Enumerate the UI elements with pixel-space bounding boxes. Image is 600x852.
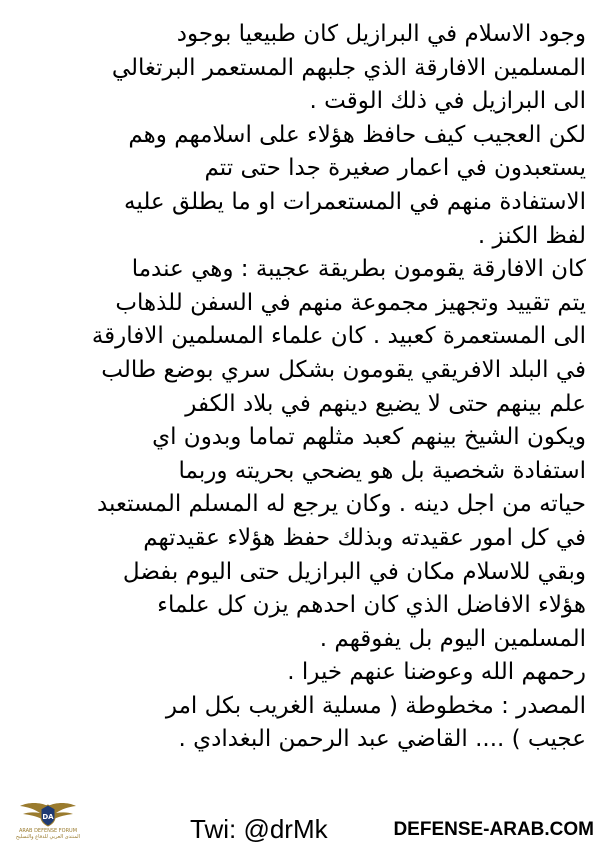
- article-line-2: المسلمين الافارقة الذي جلبهم المستعمر البرتغالي: [111, 54, 586, 81]
- winged-emblem-icon: [18, 800, 78, 828]
- article-text: [14, 18, 586, 757]
- footer: [0, 804, 600, 852]
- article-line-16: في كل امور عقيدته وبذلك حفظ هؤلاء عقيدتهم: [143, 524, 586, 551]
- article-line-20: رحمهم الله وعوضنا عنهم خيرا .: [287, 659, 586, 686]
- article-line-1: وجود الاسلام في البرازيل كان طبيعيا بوجود: [176, 21, 586, 47]
- article-line-4: لكن العجيب كيف حافظ هؤلاء على اسلامهم وهم: [128, 121, 586, 148]
- article-line-9: يتم تقييد وتجهيز مجموعة منهم في السفن للذهاب: [115, 289, 586, 316]
- twitter-handle: Twi: @drMk: [190, 814, 328, 844]
- article-line-18: هؤلاء الافاضل الذي كان احدهم يزن كل علماء: [157, 592, 586, 619]
- article-line-14: استفادة شخصية بل هو يضحي بحريته وربما: [178, 457, 586, 484]
- logo-initials: DA: [42, 813, 54, 821]
- article-line-11: في البلد الافريقي يقومون بشكل سري بوضع طالب: [101, 356, 586, 383]
- article-line-6: الاستفادة منهم في المستعمرات او ما يطلق عليه: [124, 188, 586, 215]
- forum-logo: [4, 800, 92, 848]
- site-watermark: DEFENSE-ARAB.COM: [393, 819, 594, 840]
- article-line-10: الى المستعمرة كعبيد . كان علماء المسلمين الافارقة: [91, 323, 586, 350]
- article-line-3: الى البرازيل في ذلك الوقت .: [309, 88, 586, 115]
- article-line-21: المصدر : مخطوطة ( مسلية الغريب بكل امر: [165, 692, 586, 719]
- article-line-15: حياته من اجل دينه . وكان يرجع له المسلم المستعبد: [96, 491, 586, 518]
- article-line-17: وبقي للاسلام مكان في البرازيل حتى اليوم بفضل: [122, 558, 586, 585]
- article-line-7: لفظ الكنز .: [477, 222, 586, 249]
- article-line-12: علم بينهم حتى لا يضيع دينهم في بلاد الكفر: [185, 390, 586, 417]
- logo-title: ARAB DEFENSE FORUM: [18, 828, 78, 834]
- article-line-13: ويكون الشيخ بينهم كعبد مثلهم تماما وبدون اي: [152, 424, 586, 451]
- article-line-8: كان الافارقة يقومون بطريقة عجيبة : وهي عندما: [131, 256, 586, 283]
- article-line-5: يستعبدون في اعمار صغيرة جدا حتى تتم: [204, 155, 586, 182]
- article-line-19: المسلمين اليوم بل يفوقهم .: [319, 625, 586, 652]
- logo-subtitle: المنتدى العربي للدفاع والتسليح: [15, 834, 81, 840]
- article-line-22: عجيب ) .... القاضي عبد الرحمن البغدادي .: [178, 726, 586, 753]
